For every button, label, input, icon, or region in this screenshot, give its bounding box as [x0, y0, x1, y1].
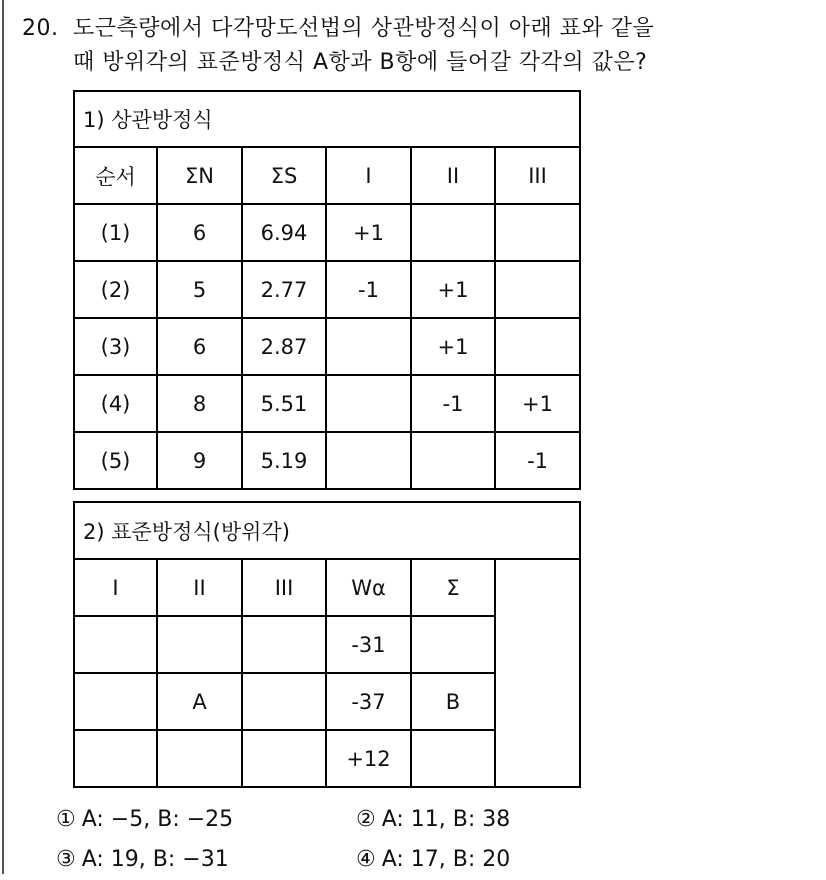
- table-cell: [495, 204, 580, 261]
- table-cell: +1: [411, 261, 495, 318]
- question-text: [22, 12, 654, 80]
- correlation-equation-table: [73, 90, 581, 490]
- table-cell: [411, 204, 495, 261]
- header-cell: III: [242, 559, 326, 616]
- table-cell-b: B: [411, 673, 495, 730]
- table-cell: +1: [495, 375, 580, 432]
- table-title: 1) 상관방정식: [74, 91, 580, 147]
- question-number: 20.: [22, 16, 59, 41]
- empty-merged-cell: [495, 559, 580, 787]
- table-cell: [74, 673, 157, 730]
- table-cell: [242, 673, 326, 730]
- choice-marker: ①: [56, 807, 76, 832]
- table-title: 2) 표준방정식(방위각): [74, 502, 580, 559]
- header-cell: Σ: [411, 559, 495, 616]
- table-cell: [495, 318, 580, 375]
- normal-equation-table: [73, 501, 581, 788]
- table-cell: [242, 616, 326, 673]
- choice-4[interactable]: [356, 840, 656, 880]
- choice-text: A: 11, B: 38: [381, 807, 511, 832]
- page-left-border: [2, 0, 4, 874]
- table-header-row: [74, 147, 580, 204]
- choice-marker: ③: [56, 847, 76, 872]
- table-cell: +1: [326, 204, 411, 261]
- table-cell: [74, 616, 157, 673]
- table-cell: [242, 730, 326, 787]
- table-cell: -31: [326, 616, 411, 673]
- choice-text: A: 19, B: −31: [81, 847, 229, 872]
- answer-choices: [56, 800, 656, 880]
- table-cell: [326, 432, 411, 489]
- table-cell: (4): [74, 375, 157, 432]
- table-row: [74, 375, 580, 432]
- table-cell: 8: [157, 375, 242, 432]
- table-cell: [411, 432, 495, 489]
- table-cell: 5: [157, 261, 242, 318]
- question-line-1: 도근측량에서 다각망도선법의 상관방정식이 아래 표와 같을: [73, 16, 655, 41]
- table-cell: 2.77: [242, 261, 326, 318]
- choice-text: A: 17, B: 20: [381, 847, 511, 872]
- header-cell: I: [74, 559, 157, 616]
- table-cell: 6.94: [242, 204, 326, 261]
- question-line-2: 때 방위각의 표준방정식 A항과 B항에 들어갈 각각의 값은?: [73, 50, 648, 75]
- table-header-row: [74, 559, 580, 616]
- table-cell: (1): [74, 204, 157, 261]
- table-cell: [495, 261, 580, 318]
- header-cell: II: [411, 147, 495, 204]
- table-cell: +1: [411, 318, 495, 375]
- header-cell: ΣN: [157, 147, 242, 204]
- table-cell: (3): [74, 318, 157, 375]
- table-cell: 2.87: [242, 318, 326, 375]
- table-cell: 5.19: [242, 432, 326, 489]
- table-cell: (5): [74, 432, 157, 489]
- header-cell: ΣS: [242, 147, 326, 204]
- table-cell: 6: [157, 318, 242, 375]
- header-cell: 순서: [74, 147, 157, 204]
- table-cell: -1: [495, 432, 580, 489]
- choice-marker: ④: [356, 847, 376, 872]
- table-cell: [157, 616, 242, 673]
- table-cell: [74, 730, 157, 787]
- table-cell: 6: [157, 204, 242, 261]
- table-cell: [326, 375, 411, 432]
- table-row: [74, 261, 580, 318]
- table-cell: +12: [326, 730, 411, 787]
- table-cell: 9: [157, 432, 242, 489]
- choice-marker: ②: [356, 807, 376, 832]
- table-cell: [411, 730, 495, 787]
- table-cell-a: A: [157, 673, 242, 730]
- choice-1[interactable]: [56, 800, 356, 840]
- table-cell: 5.51: [242, 375, 326, 432]
- table-cell: [326, 318, 411, 375]
- choice-text: A: −5, B: −25: [81, 807, 234, 832]
- header-cell: I: [326, 147, 411, 204]
- table-cell: [411, 616, 495, 673]
- table-cell: [157, 730, 242, 787]
- header-cell: III: [495, 147, 580, 204]
- table-cell: -1: [326, 261, 411, 318]
- table-cell: -37: [326, 673, 411, 730]
- header-cell: II: [157, 559, 242, 616]
- table-row: [74, 204, 580, 261]
- table-row: [74, 432, 580, 489]
- table-cell: -1: [411, 375, 495, 432]
- choice-2[interactable]: [356, 800, 656, 840]
- table-row: [74, 318, 580, 375]
- header-cell: Wα: [326, 559, 411, 616]
- table-cell: (2): [74, 261, 157, 318]
- choice-3[interactable]: [56, 840, 356, 880]
